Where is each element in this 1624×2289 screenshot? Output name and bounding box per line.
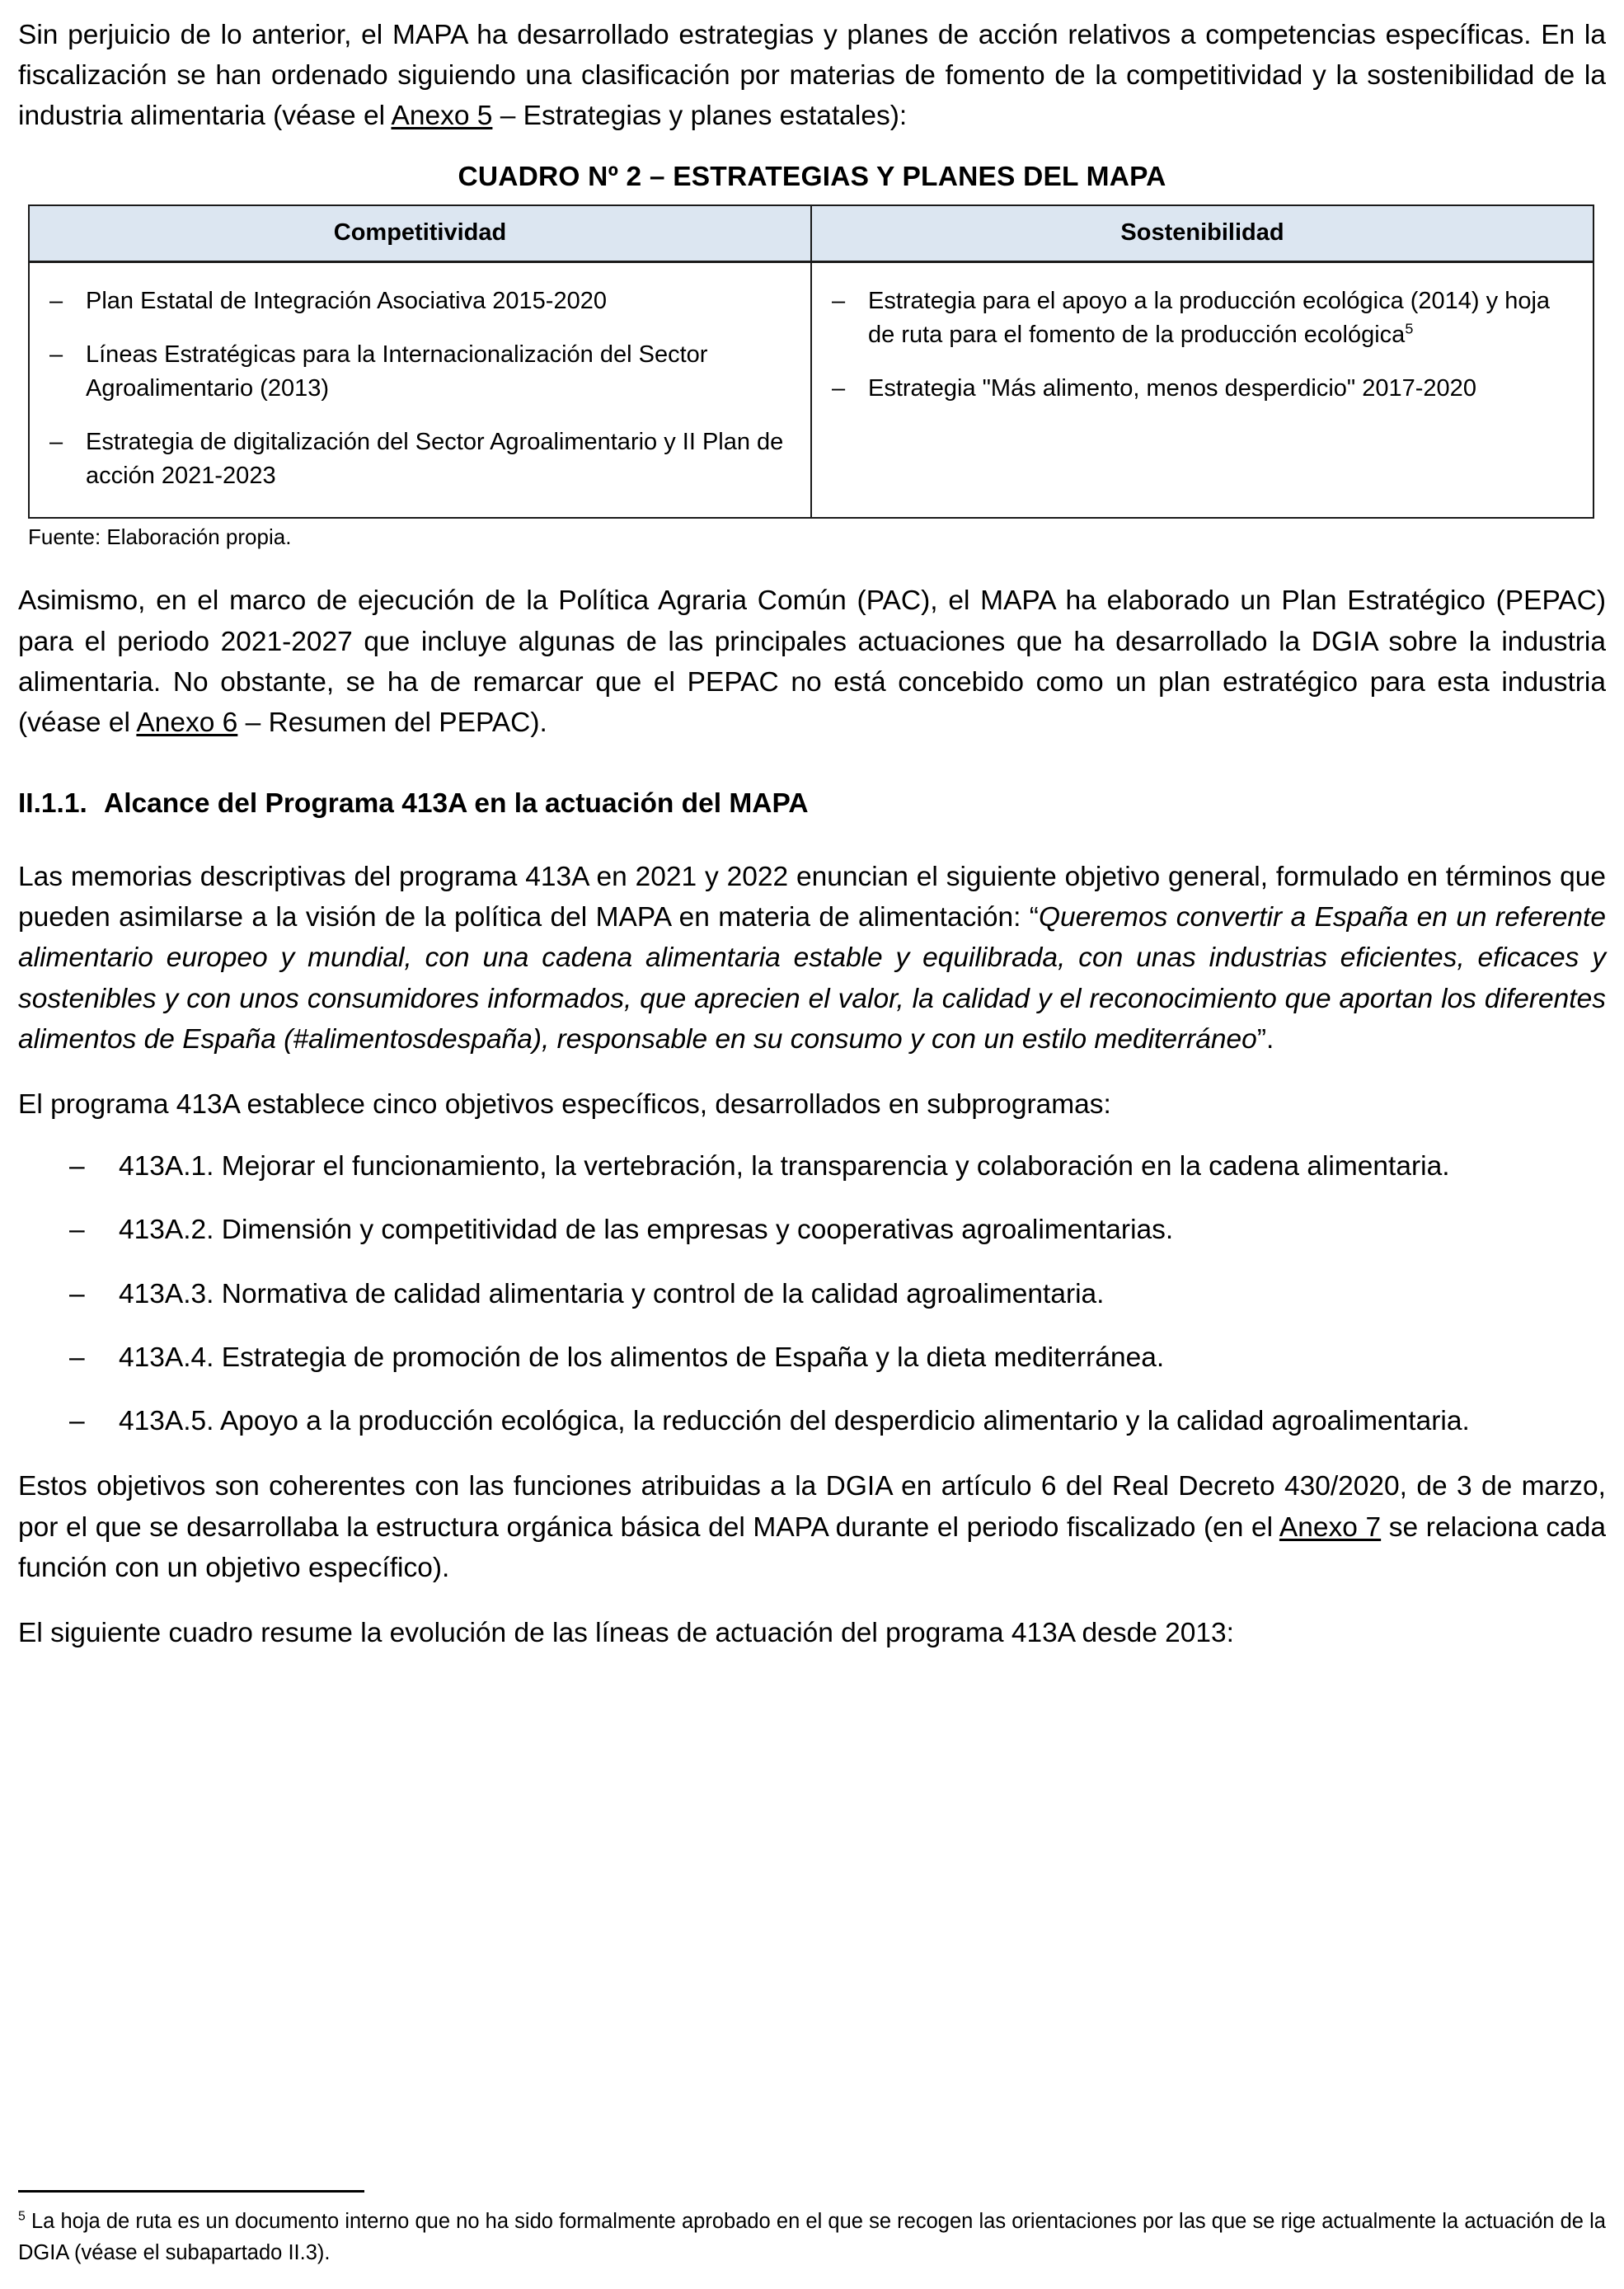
list-item <box>18 1337 1606 1378</box>
objetivo-general-quote: Queremos convertir a España en un referente alimentario europeo y mundial, con una cadena alimentaria estable y equilibrada, con unas industrias eficientes, eficaces y sostenibles y con unos consumidores informados, que aprecien el valor, la calidad y el reconocimiento que aportan los diferentes alimentos de España (#alimentosdespaña), responsable en su consumo y con un estilo mediterráneo <box>18 902 1606 1055</box>
footnote-text: La hoja de ruta es un documento interno que no ha sido formalmente aprobado en el que se recogen las orientaciones por las que se rige actualmente la actuación de la DGIA (véase el subapartado II.3). <box>18 2209 1606 2265</box>
list-item <box>18 1210 1606 1250</box>
column-header-competitividad: Competitividad <box>29 205 811 262</box>
dash-bullet: – <box>69 1406 85 1437</box>
table-body-row <box>29 261 1593 517</box>
column-header-sostenibilidad: Sostenibilidad <box>811 205 1593 262</box>
closing-paragraph: El siguiente cuadro resume la evolución de las líneas de actuación del programa 413A desde 2013: <box>18 1618 1234 1649</box>
list-item-text: 413A.4. Estrategia de promoción de los alimentos de España y la dieta mediterránea. <box>119 1342 1165 1373</box>
pepac-text-part1: Asimismo, en el marco de ejecución de la Política Agraria Común (PAC), el MAPA ha elaborado un Plan Estratégico (PEPAC) para el periodo 2021-2027 que incluye algunas de las principales actuaciones que ha desarrollado la DGIA sobre la industria alimentaria. No obstante, se ha de remarcar que el PEPAC no está concebido como un plan estratégico para esta industria (véase el <box>18 585 1606 739</box>
footnote-area <box>18 2190 1606 2270</box>
footnote-separator-rule <box>18 2190 364 2193</box>
footnote-number: 5 <box>18 2209 26 2223</box>
list-item-text: 413A.5. Apoyo a la producción ecológica, la reducción del desperdicio alimentario y la calidad agroalimentaria. <box>119 1406 1470 1437</box>
section-heading <box>18 786 1606 822</box>
dash-bullet: – <box>69 1215 85 1246</box>
coherencia-paragraph <box>18 1466 1606 1588</box>
intro-paragraph <box>18 15 1606 137</box>
dash-bullet: – <box>832 375 846 402</box>
dash-bullet: – <box>49 341 63 368</box>
list-item-text: 413A.2. Dimensión y competitividad de las empresas y cooperativas agroalimentarias. <box>119 1215 1174 1246</box>
section-number: II.1.1. <box>18 788 87 820</box>
pepac-text-part2: – Resumen del PEPAC). <box>237 707 547 739</box>
coherencia-text-part1: Estos objetivos son coherentes con las funciones atribuidas a la DGIA en artículo 6 del Real Decreto 430/2020, de 3 de marzo, por el que se desarrollaba la estructura orgánica básica del MAPA durante el periodo fiscalizado (en el <box>18 1471 1606 1543</box>
cell-sostenibilidad <box>811 261 1593 517</box>
objectives-list <box>18 1146 1606 1441</box>
dash-bullet: – <box>69 1151 85 1182</box>
cell-competitividad <box>29 261 811 517</box>
competitividad-list <box>43 284 797 494</box>
list-item <box>825 284 1579 352</box>
dash-bullet: – <box>832 287 846 314</box>
list-item <box>43 338 797 406</box>
memorias-paragraph <box>18 857 1606 1060</box>
list-item <box>18 1401 1606 1441</box>
list-item-text: Líneas Estratégicas para la Internacionalización del Sector Agroalimentario (2013) <box>86 341 708 402</box>
list-item <box>18 1146 1606 1187</box>
list-item <box>43 425 797 493</box>
footnote-5 <box>18 2206 1606 2270</box>
estrategias-planes-table <box>28 204 1594 519</box>
dash-bullet: – <box>69 1342 85 1373</box>
list-item <box>18 1274 1606 1314</box>
anexo-5-link[interactable]: Anexo 5 <box>391 101 493 132</box>
intro-text-part2: – Estrategias y planes estatales): <box>492 101 908 132</box>
memorias-text-part2: ”. <box>1256 1023 1274 1055</box>
table-source-note: Fuente: Elaboración propia. <box>28 524 292 549</box>
dash-bullet: – <box>49 429 63 456</box>
list-item-text: Estrategia "Más alimento, menos desperdicio" 2017-2020 <box>868 375 1476 402</box>
intro-text-part1: Sin perjuicio de lo anterior, el MAPA ha desarrollado estrategias y planes de acción relativos a competencias específicas. En la fiscalización se han ordenado siguiendo una clasificación por materias de fomento de la competitividad y la sostenibilidad de la industria alimentaria (véase el <box>18 20 1606 132</box>
list-item-text: Estrategia para el apoyo a la producción ecológica (2014) y hoja de ruta para el fomento de la producción ecológica <box>868 287 1551 348</box>
list-item <box>825 372 1579 406</box>
dash-bullet: – <box>69 1278 85 1309</box>
anexo-6-link[interactable]: Anexo 6 <box>136 707 238 739</box>
list-item-text: Estrategia de digitalización del Sector Agroalimentario y II Plan de acción 2021-2023 <box>86 429 784 490</box>
list-item-text: 413A.3. Normativa de calidad alimentaria y control de la calidad agroalimentaria. <box>119 1278 1105 1309</box>
list-item-text: 413A.1. Mejorar el funcionamiento, la vertebración, la transparencia y colaboración en la cadena alimentaria. <box>119 1151 1450 1182</box>
footnote-marker: 5 <box>1405 320 1414 337</box>
section-title: Alcance del Programa 413A en la actuación del MAPA <box>104 788 809 820</box>
table-header-row <box>29 205 1593 262</box>
coherencia-text-part2: se relaciona cada función con un objetivo específico). <box>18 1511 1606 1583</box>
memorias-text-part1: Las memorias descriptivas del programa 413A en 2021 y 2022 enuncian el siguiente objetivo general, formulado en términos que pueden asimilarse a la visión de la política del MAPA en materia de alimentación: “ <box>18 861 1606 933</box>
list-item <box>43 284 797 318</box>
dash-bullet: – <box>49 287 63 314</box>
objectives-intro-paragraph: El programa 413A establece cinco objetivos específicos, desarrollados en subprogramas: <box>18 1089 1111 1121</box>
sostenibilidad-list <box>825 284 1579 407</box>
table-title: CUADRO Nº 2 – ESTRATEGIAS Y PLANES DEL MAPA <box>458 161 1166 192</box>
list-item-text: Plan Estatal de Integración Asociativa 2015-2020 <box>86 287 607 314</box>
anexo-7-link[interactable]: Anexo 7 <box>1279 1511 1382 1543</box>
pepac-paragraph <box>18 580 1606 743</box>
